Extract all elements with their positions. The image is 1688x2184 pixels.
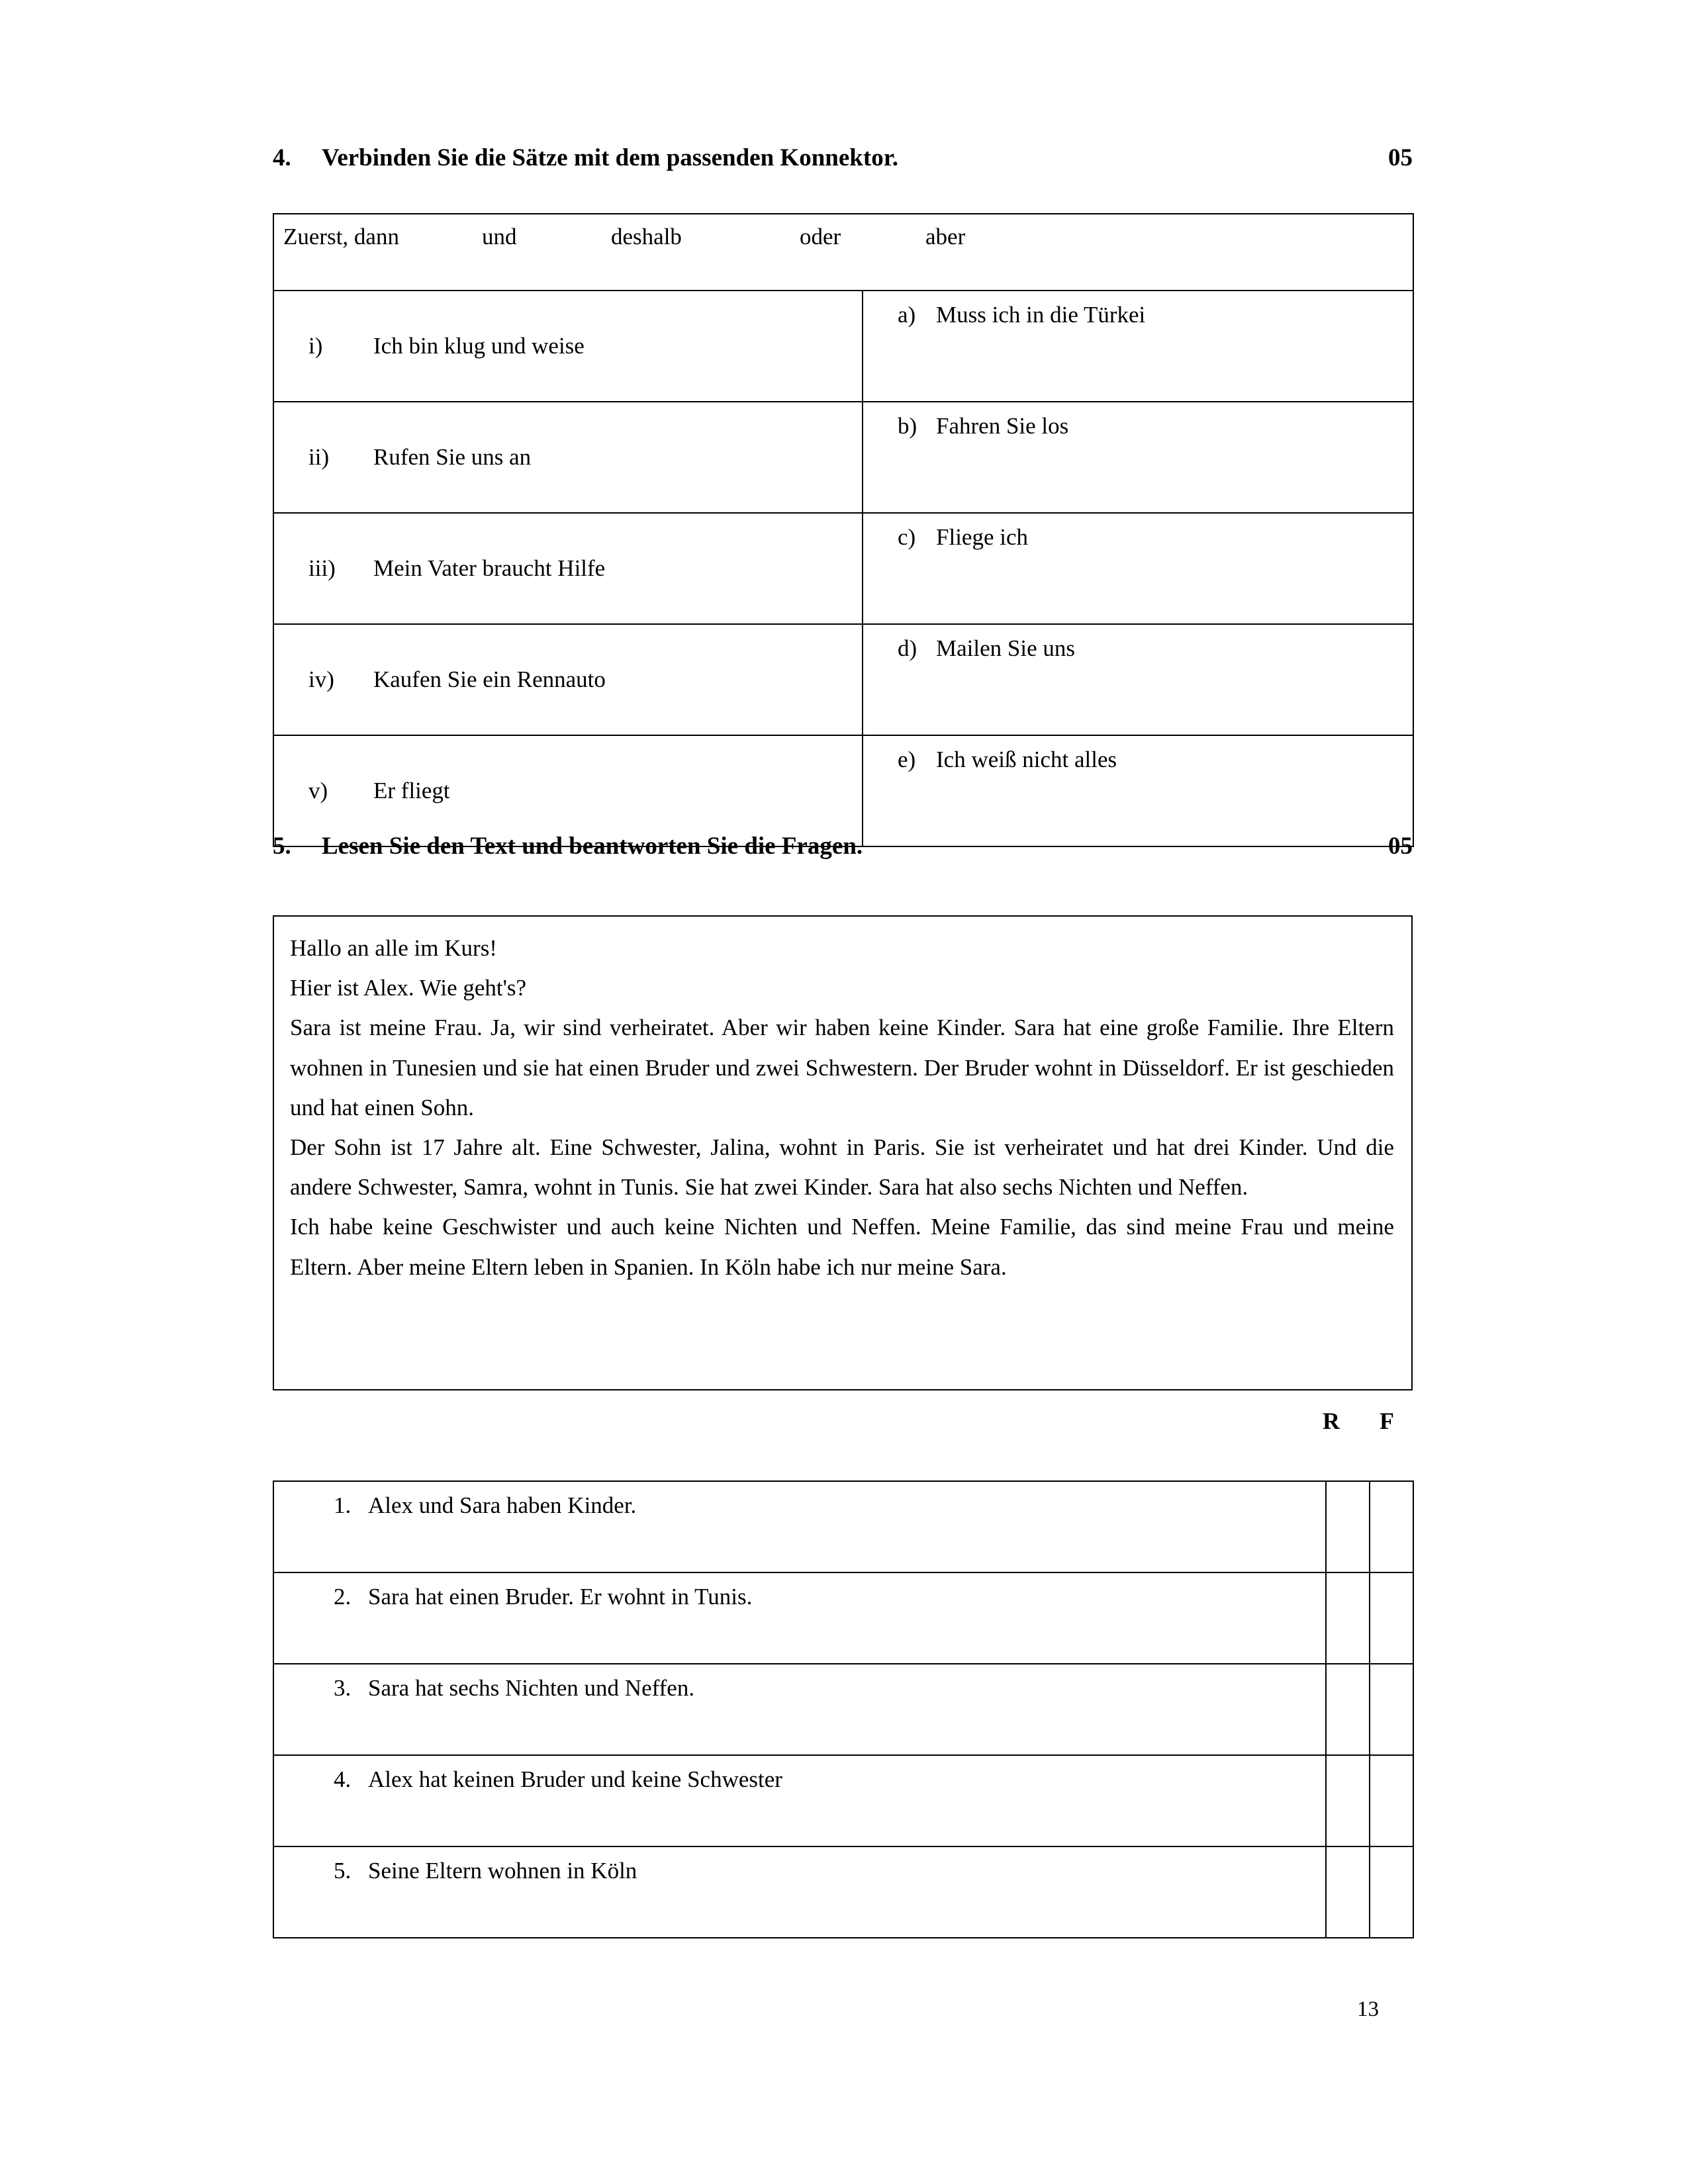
match-left-marker: iv) <box>308 666 334 693</box>
match-right-text: Fliege ich <box>936 524 1028 550</box>
header-falsch: F <box>1380 1408 1394 1434</box>
passage-paragraph: Der Sohn ist 17 Jahre alt. Eine Schwester, Jalina, wohnt in Paris. Sie ist verheiratet und hat drei Kinder. Und die andere Schwester, Samra, wohnt in Tunis. Sie hat zwei Kinder. Sara hat also sechs Nichten und Neffen. <box>290 1134 1394 1201</box>
match-right-cell[interactable] <box>863 402 1413 513</box>
statement-number: 3. <box>334 1675 352 1701</box>
match-right-text: Muss ich in die Türkei <box>936 302 1146 328</box>
match-right-cell[interactable] <box>863 513 1413 624</box>
connector-bank-row <box>273 214 1413 291</box>
statement-text: Alex hat keinen Bruder und keine Schwester <box>368 1766 782 1792</box>
statement-cell <box>273 1755 1326 1846</box>
match-left-text: Rufen Sie uns an <box>373 444 532 471</box>
statement-cell <box>273 1846 1326 1938</box>
statement-text: Alex und Sara haben Kinder. <box>368 1492 637 1518</box>
table-row <box>273 735 1413 846</box>
match-right-text: Mailen Sie uns <box>936 635 1075 661</box>
match-left-text: Er fliegt <box>373 778 450 804</box>
header-richtig: R <box>1323 1408 1340 1434</box>
match-right-marker: a) <box>898 302 916 328</box>
section-4-number: 4. <box>273 144 291 171</box>
match-left-text: Ich bin klug und weise <box>373 333 585 359</box>
answer-cell-falsch[interactable] <box>1370 1664 1413 1755</box>
statement-cell <box>273 1572 1326 1664</box>
table-row <box>273 1572 1413 1664</box>
statement-number: 1. <box>334 1492 352 1518</box>
table-row <box>273 1664 1413 1755</box>
section-4-title: Verbinden Sie die Sätze mit dem passenden Konnektor. <box>322 144 898 171</box>
true-false-table <box>273 1480 1414 1938</box>
statement-text: Sara hat sechs Nichten und Neffen. <box>368 1675 695 1701</box>
reading-passage-box <box>273 915 1413 1390</box>
answer-cell-falsch[interactable] <box>1370 1846 1413 1938</box>
match-left-marker: ii) <box>308 444 330 471</box>
answer-cell-richtig[interactable] <box>1326 1755 1370 1846</box>
passage-paragraph: Ich habe keine Geschwister und auch keine Nichten und Neffen. Meine Familie, das sind meine Frau und meine Eltern. Aber meine Eltern leben in Spanien. In Köln habe ich nur meine Sara. <box>290 1214 1394 1280</box>
statement-number: 2. <box>334 1584 352 1610</box>
answer-cell-richtig[interactable] <box>1326 1846 1370 1938</box>
answer-cell-falsch[interactable] <box>1370 1755 1413 1846</box>
table-row <box>273 402 1413 513</box>
statement-cell <box>273 1664 1326 1755</box>
match-left-cell[interactable] <box>273 291 863 402</box>
section-4-marks: 05 <box>1388 144 1413 171</box>
match-right-marker: e) <box>898 747 916 772</box>
match-left-marker: iii) <box>308 555 336 582</box>
table-row <box>273 1481 1413 1572</box>
match-right-text: Ich weiß nicht alles <box>936 747 1117 772</box>
passage-paragraph: Hallo an alle im Kurs! <box>290 935 497 961</box>
match-right-marker: b) <box>898 413 917 439</box>
match-left-text: Mein Vater braucht Hilfe <box>373 555 606 582</box>
passage-paragraph: Sara ist meine Frau. Ja, wir sind verheiratet. Aber wir haben keine Kinder. Sara hat eine große Familie. Ihre Eltern wohnen in Tunesien und sie hat einen Bruder und zwei Schwestern. Der Bruder wohnt in Düsseldorf. Er ist geschieden und hat einen Sohn. <box>290 1015 1394 1120</box>
statement-text: Seine Eltern wohnen in Köln <box>368 1858 637 1884</box>
table-row <box>273 1846 1413 1938</box>
table-row <box>273 291 1413 402</box>
match-left-marker: v) <box>308 778 328 804</box>
true-false-column-headers <box>273 1407 1413 1435</box>
answer-cell-falsch[interactable] <box>1370 1481 1413 1572</box>
answer-cell-richtig[interactable] <box>1326 1572 1370 1664</box>
match-left-text: Kaufen Sie ein Rennauto <box>373 666 606 693</box>
matching-exercise-table <box>273 213 1414 847</box>
page-number: 13 <box>1357 1997 1379 2021</box>
answer-cell-richtig[interactable] <box>1326 1664 1370 1755</box>
match-left-cell[interactable] <box>273 513 863 624</box>
match-left-cell[interactable] <box>273 735 863 846</box>
table-row <box>273 624 1413 735</box>
connector-word: Zuerst, dann <box>283 224 399 250</box>
match-left-marker: i) <box>308 333 323 359</box>
connector-word: aber <box>925 224 966 250</box>
section-5-title: Lesen Sie den Text und beantworten Sie die Fragen. <box>322 833 863 860</box>
connector-word: und <box>482 224 517 250</box>
section-5-marks: 05 <box>1388 833 1413 860</box>
match-right-text: Fahren Sie los <box>936 413 1069 439</box>
section-4-heading <box>273 144 1413 173</box>
passage-paragraph: Hier ist Alex. Wie geht's? <box>290 975 527 1001</box>
match-right-marker: d) <box>898 635 917 661</box>
answer-cell-falsch[interactable] <box>1370 1572 1413 1664</box>
answer-cell-richtig[interactable] <box>1326 1481 1370 1572</box>
section-5-number: 5. <box>273 833 291 860</box>
connector-bank-cell <box>273 214 1413 291</box>
section-5-heading <box>273 833 1413 861</box>
match-left-cell[interactable] <box>273 402 863 513</box>
match-right-cell[interactable] <box>863 735 1413 846</box>
table-row <box>273 1755 1413 1846</box>
statement-cell <box>273 1481 1326 1572</box>
statement-text: Sara hat einen Bruder. Er wohnt in Tunis. <box>368 1584 753 1610</box>
connector-word: deshalb <box>611 224 682 250</box>
match-right-cell[interactable] <box>863 291 1413 402</box>
statement-number: 4. <box>334 1766 352 1792</box>
connector-word: oder <box>800 224 841 250</box>
match-right-cell[interactable] <box>863 624 1413 735</box>
match-left-cell[interactable] <box>273 624 863 735</box>
statement-number: 5. <box>334 1858 352 1884</box>
match-right-marker: c) <box>898 524 916 550</box>
table-row <box>273 513 1413 624</box>
